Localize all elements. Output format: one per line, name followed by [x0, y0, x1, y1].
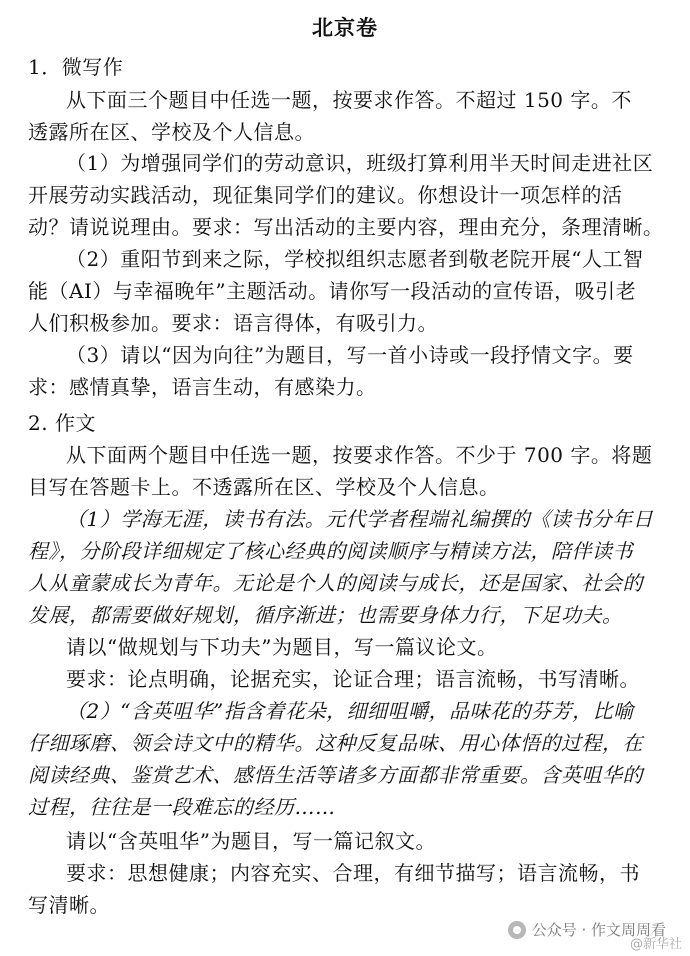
essay-topic-line: 请以“做规划与下功夫”为题目，写一篇议论文。 [66, 635, 498, 659]
requirement-line: 要求：思想健康；内容充实、合理，有细节描写；语言流畅，书 [66, 861, 640, 885]
source-watermark: @新华社 [629, 937, 682, 952]
question-line: （3）请以“因为向往”为题目，写一首小诗或一段抒情文字。要 [66, 343, 634, 367]
requirement-line: 写清晰。 [28, 893, 110, 917]
question-line: 能（AI）与幸福晚年”主题活动。请你写一段活动的宣传语，吸引老 [28, 279, 637, 303]
page-title: 北京卷 [312, 15, 378, 40]
instruction-line: 从下面三个题目中任选一题，按要求作答。不超过 150 字。不 [66, 88, 632, 112]
question-line: 动？请说说理由。要求：写出活动的主要内容，理由充分，条理清晰。 [28, 215, 664, 239]
instruction-line: 透露所在区、学校及个人信息。 [28, 120, 315, 144]
section-heading-essay: 2. 作文 [28, 411, 96, 435]
essay-topic-line: 请以“含英咀华”为题目，写一篇记叙文。 [66, 829, 436, 853]
prompt-line: （2）“含英咀华”指含着花朵，细细咀嚼，品味花的芬芳，比喻 [66, 699, 634, 723]
wechat-logo-icon [508, 921, 526, 939]
prompt-line: 人从童蒙成长为青年。无论是个人的阅读与成长，还是国家、社会的 [28, 571, 643, 595]
watermark-account: 公众号 · 作文周周看 [531, 921, 666, 939]
question-line: 开展劳动实践活动，现征集同学们的建议。你想设计一项怎样的活 [28, 183, 623, 207]
requirement-line: 要求：论点明确，论据充实，论证合理；语言流畅，书写清晰。 [66, 667, 640, 691]
question-line: （2）重阳节到来之际，学校拟组织志愿者到敬老院开展“人工智 [66, 247, 644, 271]
section-heading-micro-writing: 1．微写作 [28, 55, 124, 79]
prompt-line: 仔细琢磨、领会诗文中的精华。这种反复品味、用心体悟的过程，在 [28, 731, 643, 755]
prompt-line: 发展，都需要做好规划，循序渐进；也需要身体力行，下足功夫。 [28, 603, 623, 627]
prompt-line: 程》，分阶段详细规定了核心经典的阅读顺序与精读方法，陪伴读书 [28, 539, 633, 563]
question-line: 求：感情真挚，语言生动，有感染力。 [28, 375, 377, 399]
instruction-line: 从下面两个题目中任选一题，按要求作答。不少于 700 字。将题 [66, 443, 653, 467]
instruction-line: 目写在答题卡上。不透露所在区、学校及个人信息。 [28, 475, 500, 499]
question-line: 人们积极参加。要求：语言得体，有吸引力。 [28, 311, 438, 335]
question-line: （1）为增强同学们的劳动意识，班级打算利用半天时间走进社区 [66, 151, 654, 175]
prompt-line: （1）学海无涯，读书有法。元代学者程端礼编撰的《读书分年日 [66, 507, 654, 531]
prompt-line: 过程，往往是一段难忘的经历…… [28, 795, 336, 819]
prompt-line: 阅读经典、鉴赏艺术、感悟生活等诸多方面都非常重要。含英咀华的 [28, 763, 643, 787]
